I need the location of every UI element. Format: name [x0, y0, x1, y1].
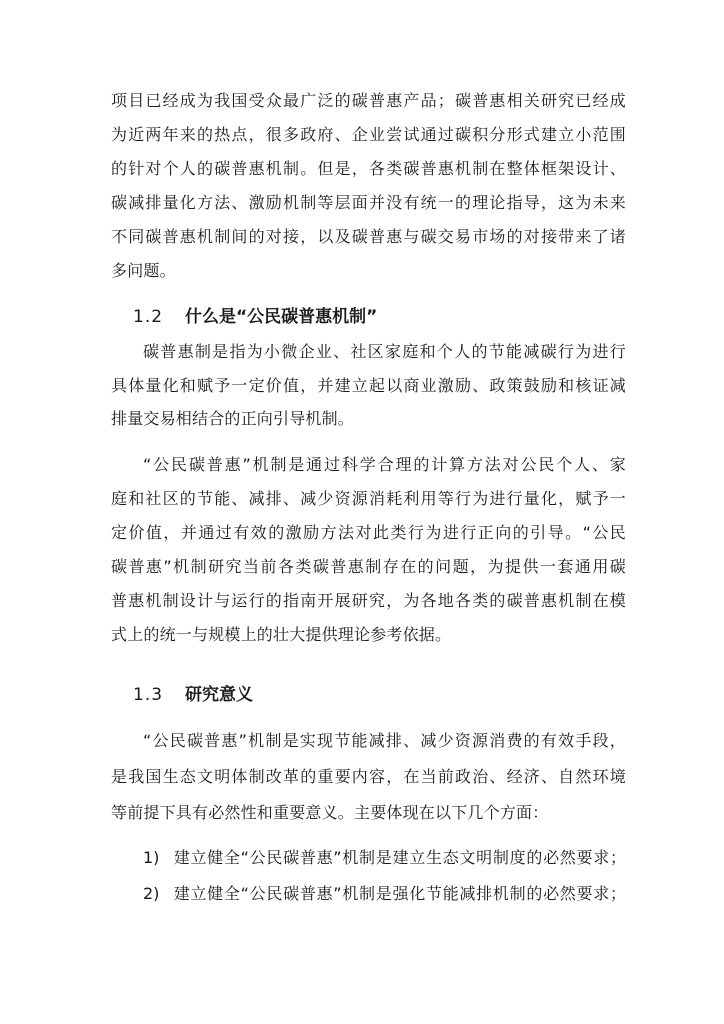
list-item: [143, 848, 626, 868]
list-item-text: 建立健全“公民碳普惠”机制是建立生态文明制度的必然要求；: [173, 848, 626, 867]
text-line: “公民碳普惠”机制是通过科学合理的计算方法对公民个人、家: [143, 455, 626, 474]
text-line: 具体量化和赋予一定价值，并建立起以商业激励、政策鼓励和核证减: [111, 376, 626, 395]
text-line: 式上的统一与规模上的壮大提供理论参考依据。: [111, 625, 452, 644]
text-line: 多问题。: [111, 261, 176, 280]
text-line: 等前提下具有必然性和重要意义。主要体现在以下几个方面：: [111, 803, 549, 822]
text-line: 碳普惠制是指为小微企业、社区家庭和个人的节能减碳行为进行: [143, 342, 626, 361]
text-line: 碳普惠”机制研究当前各类碳普惠制存在的问题，为提供一套通用碳: [111, 557, 626, 576]
section-number: 1.3: [133, 685, 164, 705]
text-line: 是我国生态文明体制改革的重要内容，在当前政治、经济、自然环境: [111, 767, 626, 786]
text-line: 庭和社区的节能、减排、减少资源消耗利用等行为进行量化，赋予一: [111, 489, 626, 508]
text-line: 项目已经成为我国受众最广泛的碳普惠产品；碳普惠相关研究已经成: [111, 91, 626, 110]
list-marker: 2): [143, 884, 160, 903]
text-line: 普惠机制设计与运行的指南开展研究，为各地各类的碳普惠机制在模: [111, 591, 626, 610]
list-marker: 1): [143, 848, 160, 867]
list-item: [143, 884, 626, 904]
text-line: “公民碳普惠”机制是实现节能减排、减少资源消费的有效手段，: [143, 731, 626, 750]
section-number: 1.2: [133, 307, 164, 327]
section-title: 研究意义: [185, 685, 253, 705]
section-title: 什么是“公民碳普惠机制”: [185, 307, 378, 327]
text-line: 定价值，并通过有效的激励方法对此类行为进行正向的引导。“公民: [111, 523, 626, 542]
text-line: 排量交易相结合的正向引导机制。: [111, 409, 355, 428]
text-line: 为近两年来的热点，很多政府、企业尝试通过碳积分形式建立小范围: [111, 125, 626, 144]
text-line: 的针对个人的碳普惠机制。但是，各类碳普惠机制在整体框架设计、: [111, 159, 626, 178]
text-line: 不同碳普惠机制间的对接，以及碳普惠与碳交易市场的对接带来了诸: [111, 227, 626, 246]
list-item-text: 建立健全“公民碳普惠”机制是强化节能减排机制的必然要求；: [173, 884, 626, 903]
text-line: 碳减排量化方法、激励机制等层面并没有统一的理论指导，这为未来: [111, 193, 626, 212]
